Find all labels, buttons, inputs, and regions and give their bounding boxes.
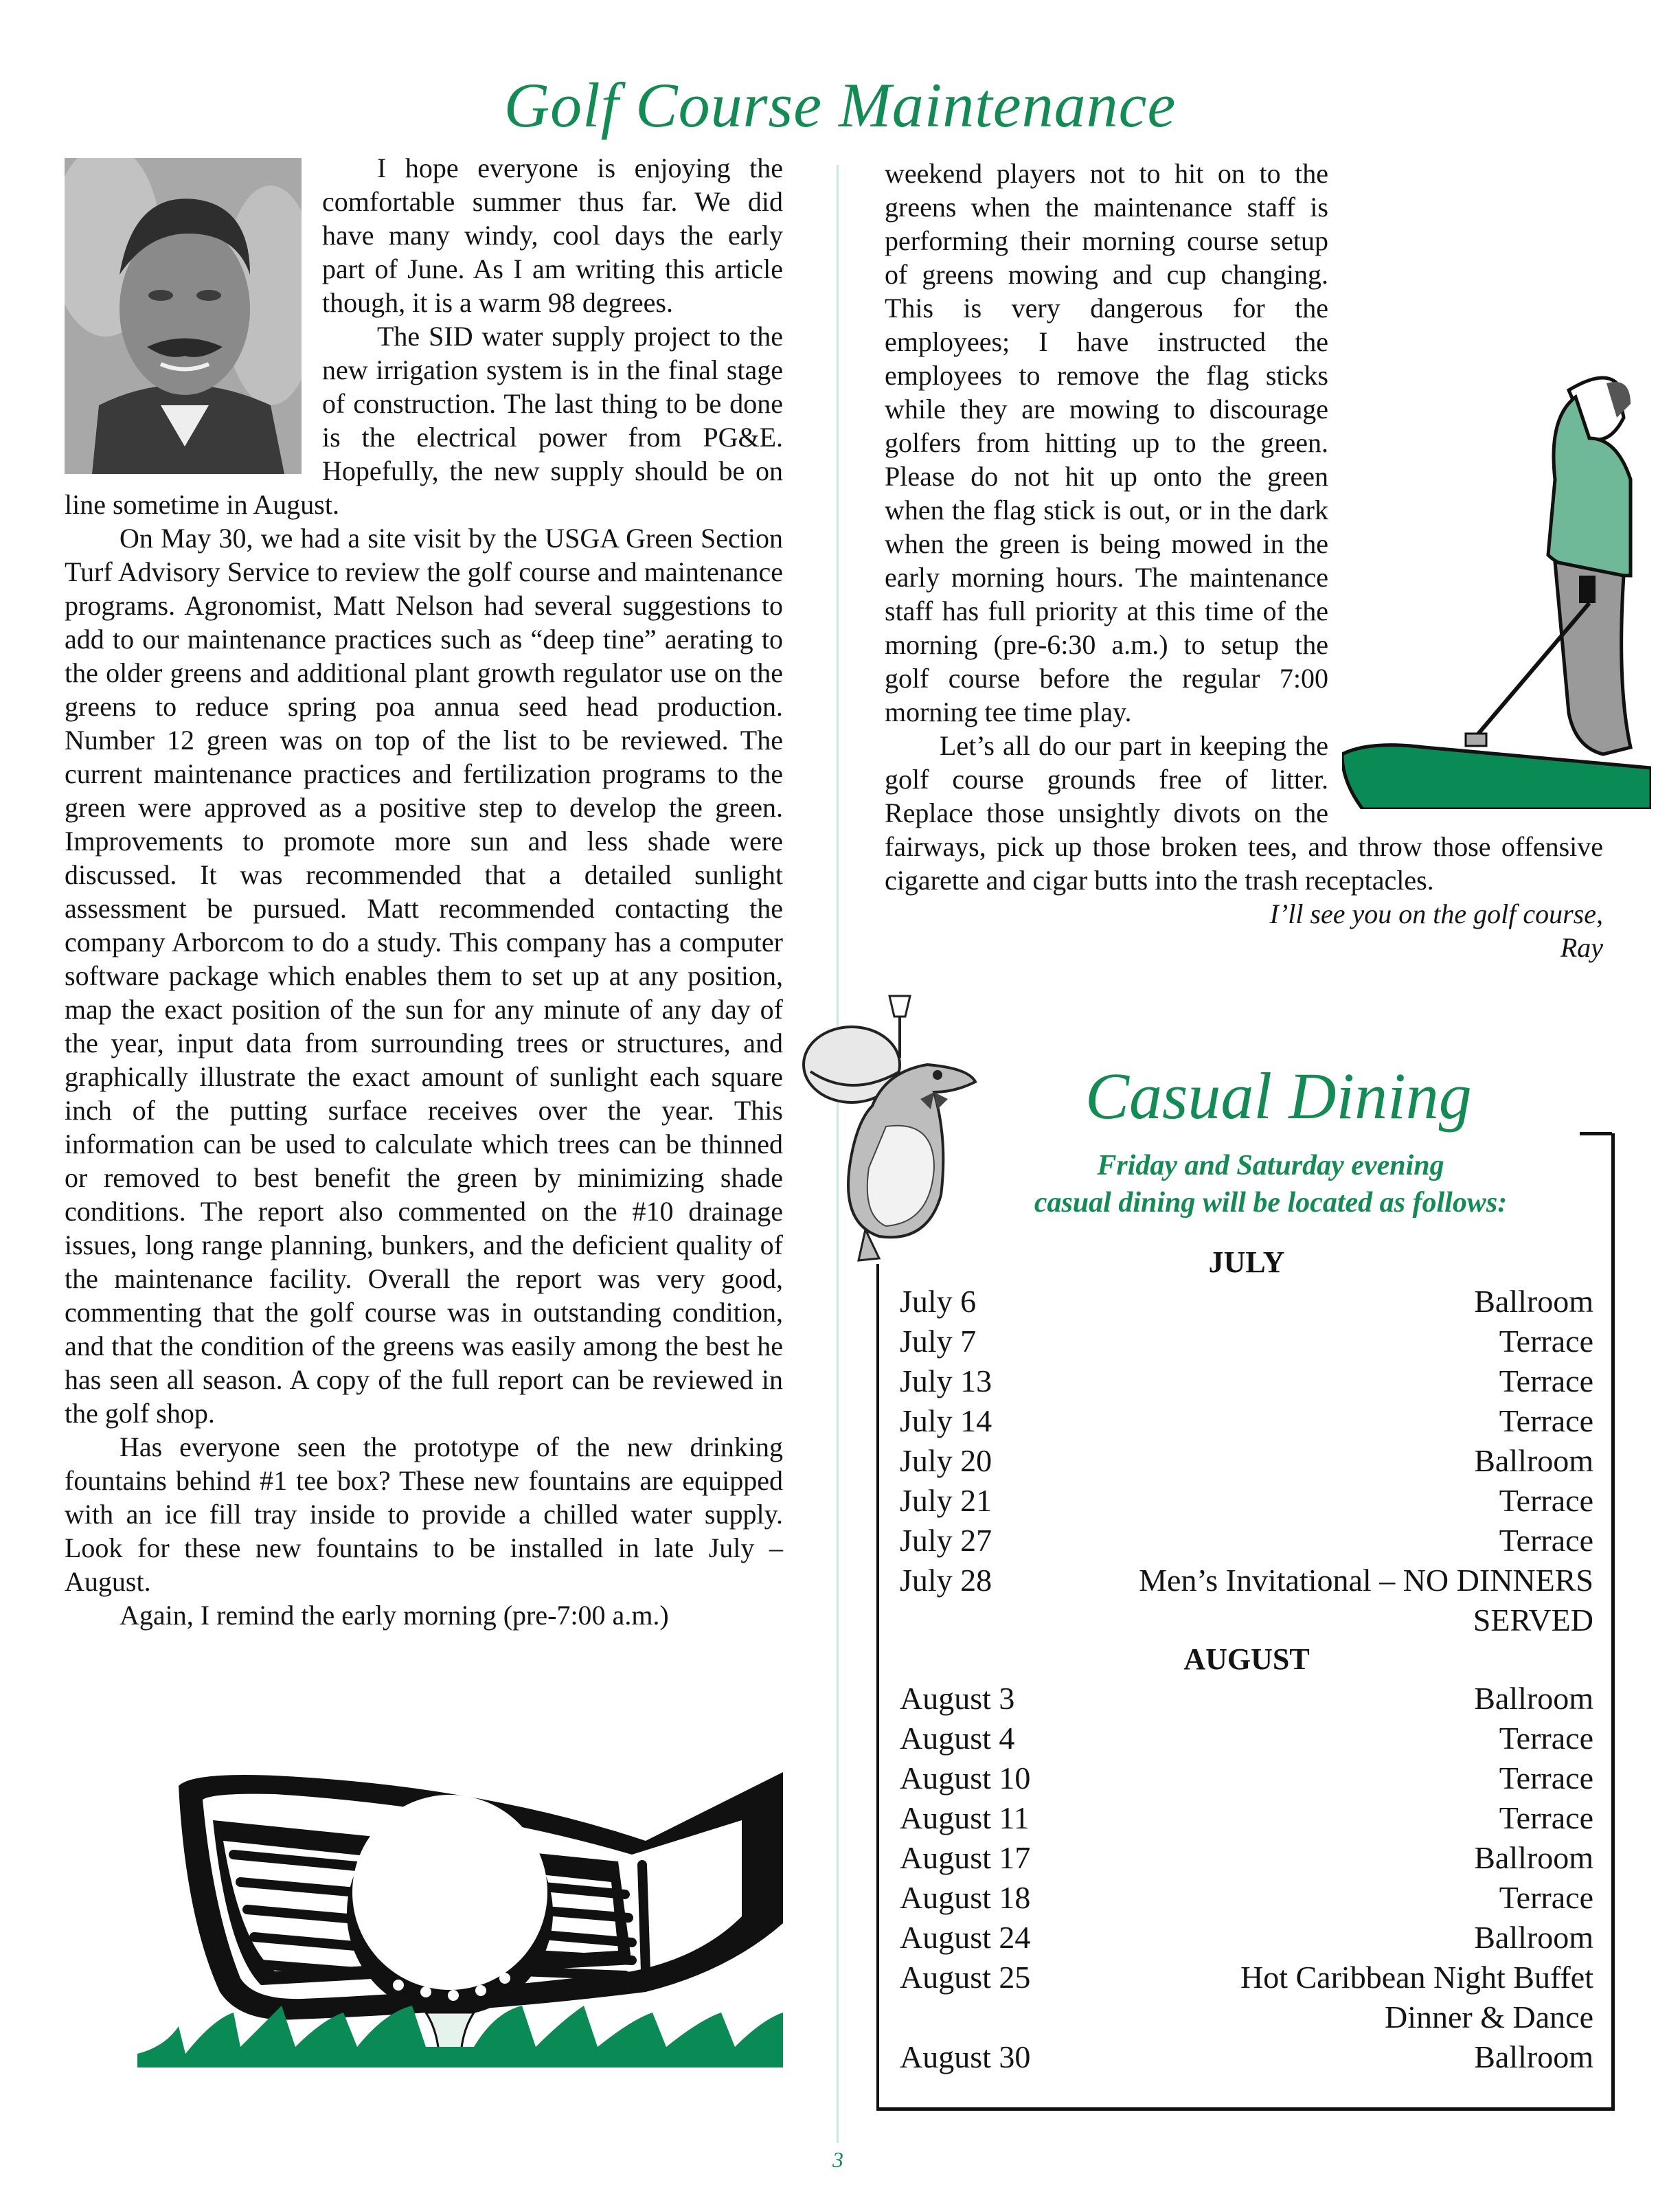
dining-subtitle-line: casual dining will be located as follows: (1034, 1187, 1508, 1219)
golfer-illustration (1342, 328, 1651, 809)
article-paragraph: Again, I remind the early morning (pre-7:00 a.m.) (120, 1600, 669, 1631)
golf-club-ball-icon (137, 1745, 797, 2067)
waiter-illustration (797, 989, 1023, 1264)
schedule-location: Ballroom (1474, 1920, 1593, 1955)
schedule-row (900, 1361, 1593, 1401)
article-paragraph: Let’s all do our part in keeping the golf course grounds free of litter. Replace those unsightly divots on the fairways, pick up those broken tees, and throw those offensive cigarette and cigar butts into the trash receptacles. (885, 730, 1603, 896)
penguin-waiter-icon (797, 989, 1023, 1264)
golfer-icon (1342, 328, 1651, 809)
schedule-date: August 3 (900, 1681, 1015, 1716)
page-number: 3 (832, 2147, 843, 2172)
schedule-row (900, 1798, 1593, 1838)
dining-subtitle (962, 1147, 1580, 1221)
schedule-date: July 27 (900, 1523, 992, 1558)
schedule-row (900, 1481, 1593, 1521)
schedule-date: July 20 (900, 1443, 992, 1478)
schedule-row (900, 1679, 1593, 1719)
author-portrait-icon (65, 158, 302, 474)
schedule-location: Terrace (1499, 1880, 1593, 1915)
signoff-line: I’ll see you on the golf course, (1269, 898, 1603, 929)
schedule-location: Terrace (1499, 1324, 1593, 1359)
schedule-date: August 30 (900, 2039, 1031, 2074)
schedule-location: Terrace (1499, 1403, 1593, 1438)
schedule-row (900, 2037, 1593, 2077)
schedule-row (900, 1918, 1593, 1958)
schedule-location: SERVED (1473, 1602, 1593, 1638)
author-photo (65, 158, 302, 474)
schedule-row (900, 1401, 1593, 1441)
schedule-location: Terrace (1499, 1483, 1593, 1518)
schedule-row (900, 1838, 1593, 1878)
schedule-date: August 24 (900, 1920, 1031, 1955)
schedule-date: July 21 (900, 1483, 992, 1518)
schedule-location: Terrace (1499, 1760, 1593, 1795)
article-paragraph: Has everyone seen the prototype of the new drinking fountains behind #1 tee box? These new fountains are equipped with an ice fill tray inside to provide a chilled water supply. Look for these new fountains to be installed in late July – August. (65, 1431, 783, 1597)
schedule-location: Terrace (1499, 1523, 1593, 1558)
schedule-row-continued (900, 1600, 1593, 1640)
article-paragraph: I hope everyone is enjoying the comfortable summer thus far. We did have many windy, cool days the early part of June. As I am writing this article though, it is a warm 98 degrees. (322, 152, 783, 318)
schedule-row (900, 1441, 1593, 1481)
schedule-date: July 6 (900, 1284, 977, 1319)
schedule-location: Men’s Invitational – NO DINNERS (1139, 1563, 1593, 1598)
schedule-row (900, 1322, 1593, 1361)
schedule-date: August 17 (900, 1840, 1031, 1875)
schedule-location: Terrace (1499, 1800, 1593, 1835)
schedule-location: Ballroom (1474, 2039, 1593, 2074)
schedule-location: Ballroom (1474, 1284, 1593, 1319)
schedule-location: Terrace (1499, 1363, 1593, 1398)
schedule-date: July 14 (900, 1403, 992, 1438)
schedule-date: July 13 (900, 1363, 992, 1398)
page-title: Golf Course Maintenance (503, 70, 1177, 140)
month-heading-august: AUGUST (1183, 1642, 1310, 1676)
schedule-row (900, 1878, 1593, 1918)
schedule-date: July 7 (900, 1324, 977, 1359)
box-top-cap (1580, 1132, 1612, 1135)
signoff-name: Ray (1560, 932, 1603, 963)
schedule-row (900, 1719, 1593, 1758)
article-paragraph: weekend players not to hit on to the greens when the maintenance staff is performing their morning course setup of greens mowing and cup changing. This is very dangerous for the employees; I have instructed the employees to remove the flag sticks while they are mowing to discourage golfers from hitting up to the green. Please do not hit up onto the green when the flag stick is out, or in the dark when the green is being mowed in the early morning hours. The maintenance staff has full priority at this time of the morning (pre-6:30 a.m.) to setup the golf course before the regular 7:00 morning tee time play. (885, 158, 1328, 727)
article-paragraph: On May 30, we had a site visit by the USGA Green Section Turf Advisory Service to review the golf course and maintenance programs. Agronomist, Matt Nelson had several suggestions to add to our maintenance practices such as “deep tine” aerating to the older greens and additional plant growth regulator use on the greens to reduce spring poa annua seed head production. Number 12 green was on top of the list to be reviewed. The current maintenance practices and fertilization programs to the green were approved as a positive step to develop the green. Improvements to promote more sun and less shade were discussed. It was recommended that a detailed sunlight assessment be pursued. Matt recommended contacting the company Arborcom to do a study. This company has a computer software package which enables them to set up at any position, map the exact position of the sun for any minute of any day of the year, input data from surrounding trees or structures, and graphically illustrate the exact amount of sunlight each square inch of the putting surface receives over the year. This information can be used to calculate which trees can be thinned or removed to best benefit the green by minimizing shade conditions. The report also commented on the #10 drainage issues, long range planning, bunkers, and the deficient quality of the maintenance facility. Overall the report was very good, commenting that the golf course was in outstanding condition, and that the condition of the greens was easily among the best he has seen all season. A copy of the full report can be reviewed in the golf shop. (65, 523, 783, 1429)
schedule-location: Dinner & Dance (1385, 1999, 1593, 2035)
month-heading-july: JULY (1208, 1245, 1285, 1279)
schedule-row (900, 1958, 1593, 1997)
golf-club-illustration (137, 1745, 797, 2067)
schedule-row (900, 1521, 1593, 1561)
schedule-date: August 25 (900, 1960, 1031, 1995)
schedule-date: August 10 (900, 1760, 1031, 1795)
schedule-location: Ballroom (1474, 1840, 1593, 1875)
schedule-date: August 4 (900, 1721, 1015, 1756)
schedule-row (900, 1282, 1593, 1322)
schedule-location: Hot Caribbean Night Buffet (1240, 1960, 1593, 1995)
article-paragraph: The SID water supply project to the new irrigation system is in the final stage of construction. The last thing to be done is the electrical power from PG&E. Hopefully, the new supply should be on line sometime in August. (65, 321, 783, 520)
schedule-row-continued (900, 1997, 1593, 2037)
article-left-column (65, 151, 783, 1632)
schedule-location: Terrace (1499, 1721, 1593, 1756)
dining-subtitle-line: Friday and Saturday evening (1097, 1150, 1444, 1181)
schedule-location: Ballroom (1474, 1681, 1593, 1716)
schedule-row (900, 1561, 1593, 1600)
schedule-row (900, 1758, 1593, 1798)
schedule-date: August 11 (900, 1800, 1030, 1835)
schedule-date: August 18 (900, 1880, 1031, 1915)
dining-schedule (900, 1243, 1593, 2077)
dining-title: Casual Dining (1085, 1059, 1472, 1133)
schedule-location: Ballroom (1474, 1443, 1593, 1478)
article-right-column (885, 157, 1603, 964)
schedule-date: July 28 (900, 1563, 992, 1598)
